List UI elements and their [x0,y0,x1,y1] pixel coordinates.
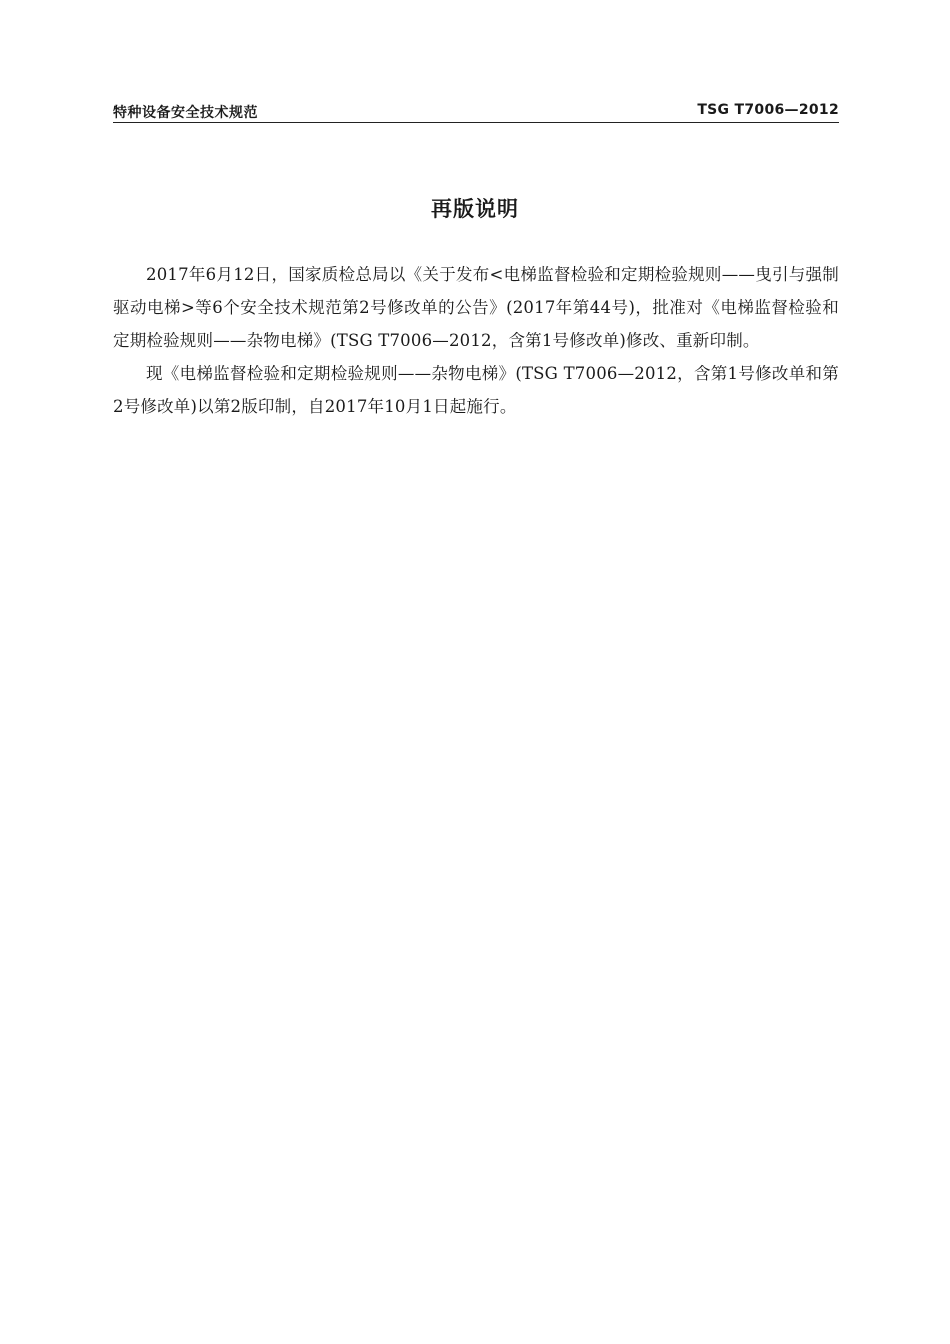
running-header [113,98,839,123]
page-title: 再版说明 [431,197,519,221]
paragraph-1: 2017年6月12日，国家质检总局以《关于发布<电梯监督检验和定期检验规则——曳引与强制驱动电梯>等6个安全技术规范第2号修改单的公告》(2017年第44号)，批准对《电梯监督检验和定期检验规则——杂物电梯》(TSG T7006—2012，含第1号修改单)修改、重新印制。 [113,265,839,350]
header-standard-code: TSG T7006—2012 [697,102,839,118]
paragraph-2: 现《电梯监督检验和定期检验规则——杂物电梯》(TSG T7006—2012，含第1号修改单和第2号修改单)以第2版印制，自2017年10月1日起施行。 [113,364,839,416]
body-text [113,258,839,423]
header-series-title: 特种设备安全技术规范 [113,105,258,121]
